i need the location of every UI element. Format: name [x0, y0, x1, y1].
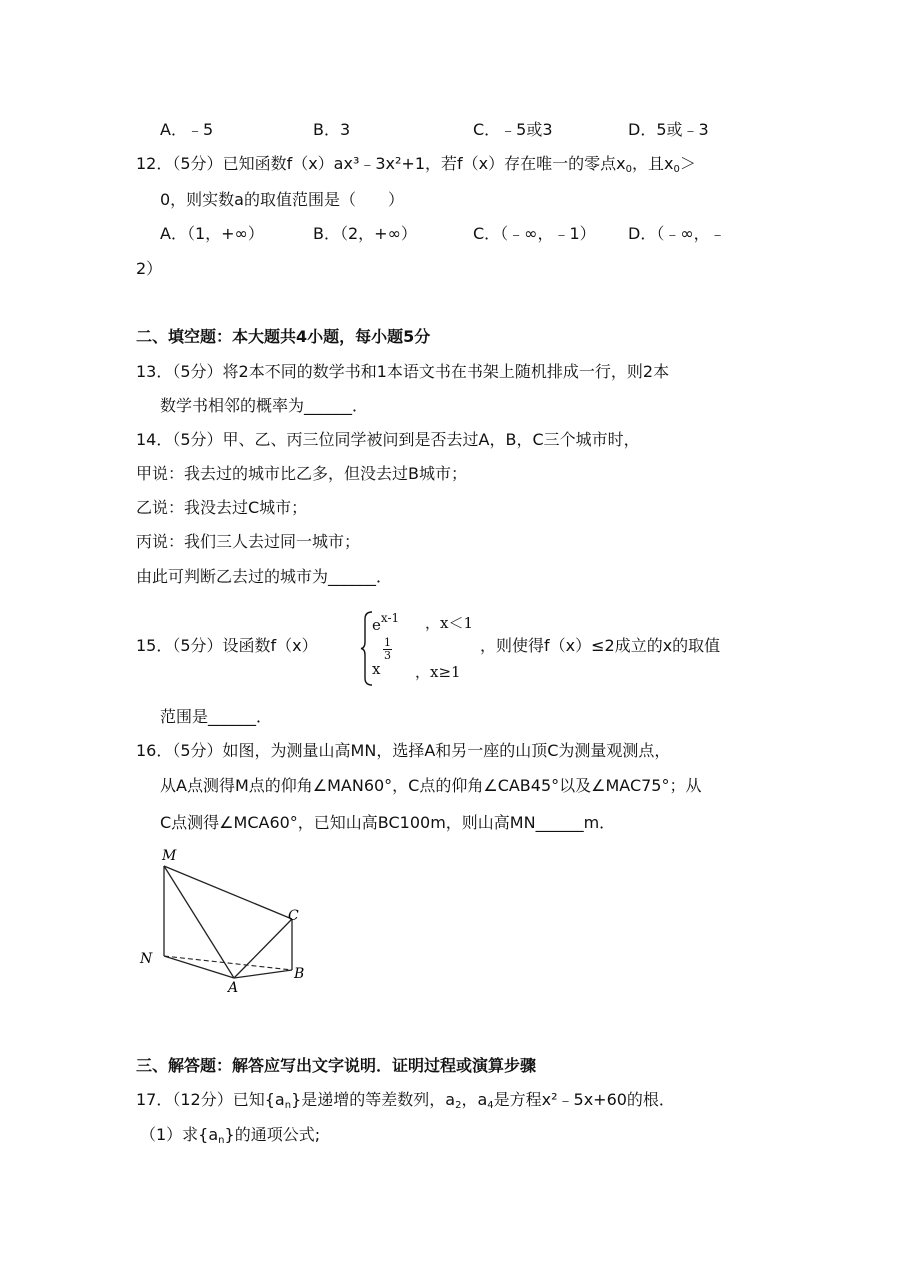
- q12-option-b: B．（2，+∞）: [313, 224, 417, 243]
- q15-piece2-exponent: [383, 637, 392, 662]
- q17-mid1: }是递增的等差数列，a: [291, 1090, 456, 1109]
- q13-line2: 数学书相邻的概率为______．: [160, 396, 369, 415]
- label-N: N: [140, 951, 153, 967]
- label-C: C: [288, 908, 299, 924]
- edge-MA: [164, 866, 234, 978]
- q15-piece2-den: 3: [384, 649, 391, 662]
- q15-piece2-base: x: [372, 660, 381, 678]
- q12-line2: 0，则实数a的取值范围是（ ）: [160, 190, 404, 209]
- q12-option-c: C．（﹣∞，﹣1）: [473, 224, 596, 243]
- q12-score: （5分）: [172, 154, 223, 173]
- q11-option-d: D．5或﹣3: [628, 120, 709, 139]
- q15-piece1-exp: x-1: [380, 611, 400, 625]
- q14-conclusion: 由此可判断乙去过的城市为______．: [136, 567, 393, 586]
- q12-sub1: 0: [673, 164, 680, 175]
- q16-line3: C点测得∠MCA60°，已知山高BC100m，则山高MN______m．: [160, 813, 616, 832]
- q15-piece1: [372, 611, 399, 634]
- q15-piece2: [372, 660, 380, 678]
- label-M: M: [162, 848, 177, 864]
- q17-part1-post: }的通项公式;: [224, 1125, 321, 1144]
- q14-jia: 甲说：我去过的城市比乙多，但没去过B城市；: [136, 464, 467, 483]
- q17-post: 是方程x²﹣5x+60的根．: [493, 1090, 675, 1109]
- q15-line2: 范围是______．: [160, 707, 273, 726]
- q14-line1: 14．（5分）甲、乙、丙三位同学被问到是否去过A，B，C三个城市时，: [136, 430, 640, 449]
- q12-text1: 已知函数f（x）ax³﹣3x²+1，若f（x）存在唯一的零点x: [222, 154, 626, 173]
- q16-line2: 从A点测得M点的仰角∠MAN60°，C点的仰角∠CAB45°以及∠MAC75°；从: [160, 776, 702, 795]
- q12-line1: [136, 153, 696, 181]
- q17-part1: [140, 1124, 320, 1152]
- q17-line1: [136, 1089, 675, 1117]
- q15-piece1-cond: ，x＜1: [425, 614, 474, 632]
- q15-piece2-cond: ，x≥1: [415, 663, 461, 681]
- q17-pre: 17．（12分）已知{a: [136, 1090, 285, 1109]
- q17-part1-pre: （1）求{a: [140, 1125, 219, 1144]
- q14-bing: 丙说：我们三人去过同一城市；: [136, 532, 361, 551]
- section2-title: 二、填空题：本大题共4小题，每小题5分: [136, 327, 431, 346]
- q12-option-d: D．（﹣∞，﹣: [628, 224, 726, 243]
- label-A: A: [228, 980, 239, 996]
- label-B: B: [294, 966, 305, 982]
- edge-AB: [234, 970, 292, 978]
- q15-suffix: ，则使得f（x）≤2成立的x的取值: [480, 636, 721, 655]
- q11-option-b: B．3: [313, 120, 351, 139]
- q12-sub0: 0: [625, 164, 632, 175]
- section3-title: 三、解答题：解答应写出文字说明．证明过程或演算步骤: [136, 1056, 537, 1075]
- q12-option-a: A．（1，+∞）: [160, 224, 264, 243]
- q12-number: 12．: [136, 154, 173, 173]
- q11-option-a: A．﹣5: [160, 120, 214, 139]
- q12-text3: ＞: [679, 154, 696, 173]
- q12-option-d-wrap: 2）: [136, 259, 163, 278]
- q15-piece1-base: e: [372, 616, 381, 634]
- q17-sub-n: n: [284, 1100, 292, 1111]
- q14-yi: 乙说：我没去过C城市；: [136, 498, 308, 517]
- q13-line1: 13．（5分）将2本不同的数学书和1本语文书在书架上随机排成一行，则2本: [136, 362, 670, 381]
- q11-option-c: C．﹣5或3: [473, 120, 553, 139]
- q17-sub-4: 4: [487, 1100, 494, 1111]
- q15-piece2-num: 1: [384, 636, 391, 649]
- edge-MC: [164, 866, 292, 919]
- q17-mid2: ，a: [461, 1090, 488, 1109]
- mountain-figure: [136, 846, 316, 996]
- q15-prefix: 15．（5分）设函数f（x）: [136, 636, 318, 655]
- q12-text2: ，且x: [631, 154, 674, 173]
- q17-sub-2: 2: [455, 1100, 462, 1111]
- q16-line1: 16．（5分）如图，为测量山高MN，选择A和另一座的山顶C为测量观测点，: [136, 741, 671, 760]
- q17-part1-sub: n: [218, 1135, 225, 1146]
